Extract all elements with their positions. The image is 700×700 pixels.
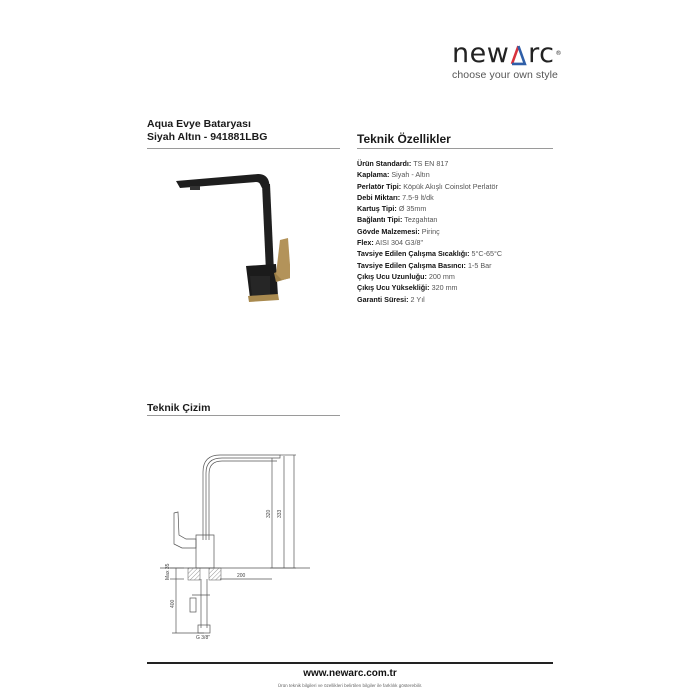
dim-thread: G 3/8"	[196, 635, 211, 640]
spec-row	[357, 181, 557, 192]
spec-row	[357, 271, 557, 282]
logo-text-prefix: new	[452, 38, 510, 69]
footer-divider	[147, 662, 553, 664]
spec-label: Ürün Standardı:	[357, 159, 412, 168]
spec-label: Kartuş Tipi:	[357, 204, 397, 214]
spec-label: Tavsiye Edilen Çalışma Basıncı:	[357, 260, 466, 270]
footer-disclaimer: Ürün teknik bilgileri ve özellikleri belirtilen bilgiler ile farklılık gösterebilir.	[277, 683, 423, 688]
specs-title: Teknik Özellikler	[357, 132, 451, 146]
spec-label: Debi Miktarı:	[357, 192, 401, 202]
technical-drawing	[160, 440, 310, 640]
spec-row	[357, 294, 557, 305]
spec-value: 320 mm	[431, 283, 458, 293]
divider	[147, 415, 340, 416]
spec-row	[357, 237, 557, 248]
spec-row	[357, 282, 557, 293]
spec-value: Pirinç	[421, 226, 440, 236]
spec-label: Kaplama:	[357, 170, 390, 180]
dim-spout-height: 320	[266, 509, 272, 518]
spec-value: Ø 35mm	[398, 204, 427, 214]
divider	[357, 148, 553, 149]
spec-label: Perlatör Tipi:	[357, 181, 402, 191]
spec-row	[357, 226, 557, 237]
spec-label: Çıkış Ucu Uzunluğu:	[357, 271, 427, 281]
spec-label: Gövde Malzemesi:	[357, 226, 420, 236]
dim-max-thickness: Max 35	[165, 563, 171, 580]
product-image-faucet	[170, 168, 290, 308]
dim-hose-length: 400	[170, 599, 176, 608]
spec-label: Flex:	[357, 238, 374, 248]
spec-label: Garanti Süresi:	[357, 294, 409, 304]
spec-value: TS EN 817	[413, 159, 449, 168]
registered-mark: ®	[555, 50, 562, 57]
spec-row	[357, 192, 557, 203]
spec-value: Siyah - Altın	[391, 170, 430, 180]
spec-label: Tavsiye Edilen Çalışma Sıcaklığı:	[357, 249, 470, 259]
spec-value: 1-5 Bar	[467, 260, 492, 270]
logo-text-suffix: rc	[528, 38, 555, 69]
specs-list	[357, 158, 557, 305]
spec-value: 5°C-65°C	[471, 249, 503, 259]
product-name: Aqua Evye Bataryası	[147, 118, 251, 130]
spec-row	[357, 248, 557, 259]
spec-row	[357, 214, 557, 225]
spec-row	[357, 158, 557, 169]
dim-spout-length: 200	[237, 573, 246, 579]
brand-tagline: choose your own style	[452, 69, 558, 81]
spec-value: Tezgahtan	[404, 215, 438, 225]
spec-value: Köpük Akışlı Coinslot Perlatör	[403, 181, 498, 191]
brand-logo	[452, 36, 562, 81]
spec-value: 7.5-9 lt/dk	[402, 192, 434, 202]
divider	[147, 148, 340, 149]
spec-row	[357, 169, 557, 180]
product-title	[147, 118, 267, 144]
spec-row	[357, 260, 557, 271]
drawing-title: Teknik Çizim	[147, 402, 211, 414]
spec-label: Bağlantı Tipi:	[357, 215, 403, 225]
product-variant-code: Siyah Altın - 941881LBG	[147, 131, 268, 143]
spec-value: 2 Yıl	[410, 294, 425, 304]
logo-wordmark	[452, 36, 562, 68]
spec-value: AISI 304 G3/8"	[375, 238, 424, 248]
spec-row	[357, 203, 557, 214]
spec-value: 200 mm	[428, 271, 455, 281]
logo-triangle-icon	[510, 44, 527, 66]
spec-label: Çıkış Ucu Yüksekliği:	[357, 283, 430, 293]
footer-url[interactable]: www.newarc.com.tr	[303, 668, 397, 679]
dim-total-height: 333	[277, 509, 283, 518]
